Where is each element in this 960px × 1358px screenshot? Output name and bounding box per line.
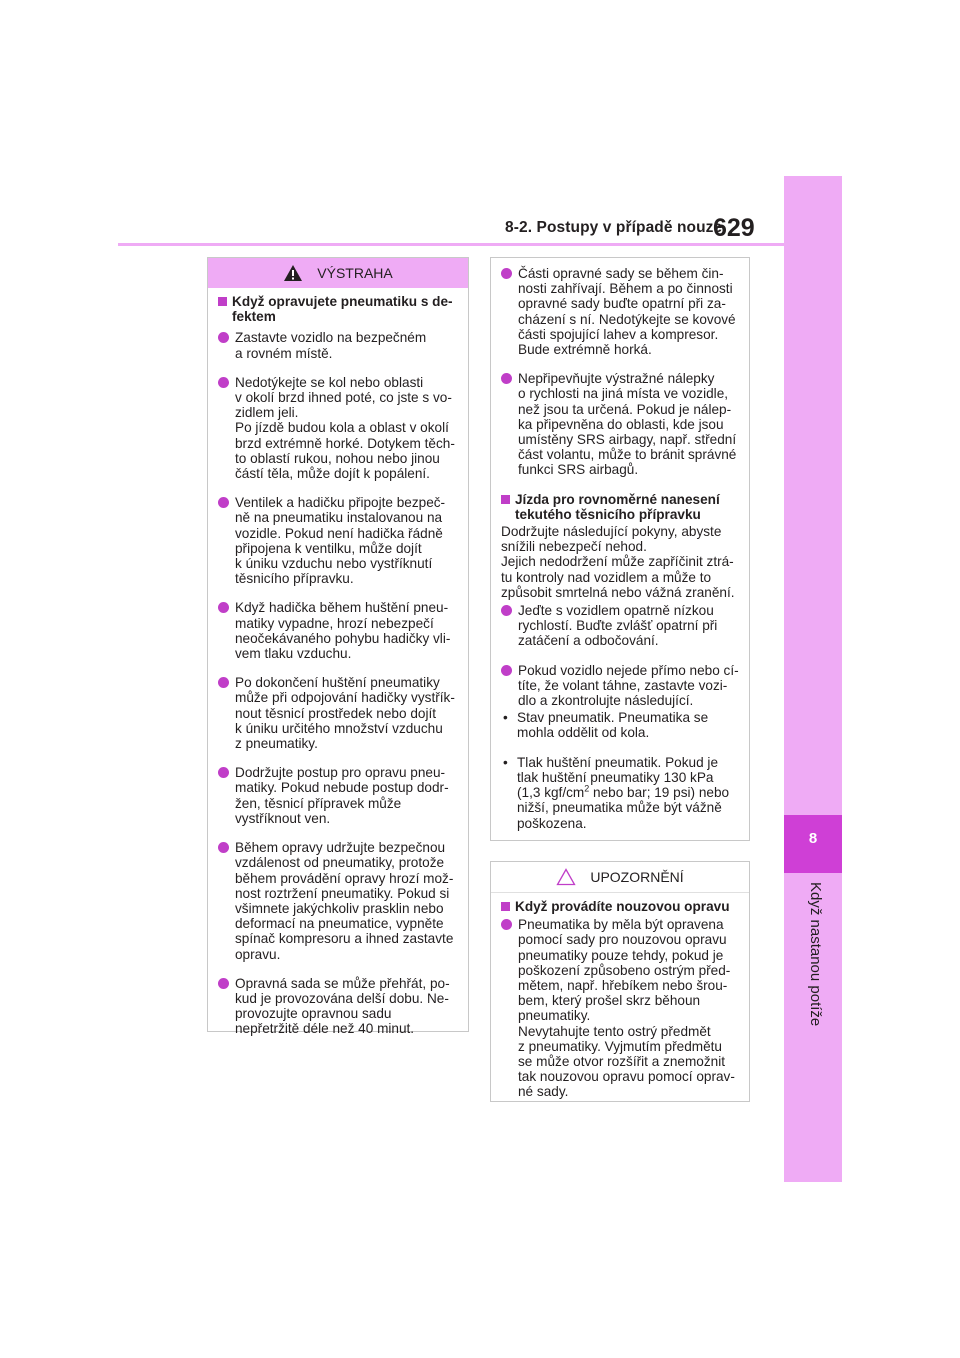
bullet-dot-icon <box>501 665 512 676</box>
bullet-dot-icon <box>501 268 512 279</box>
warning-bullet: Dodržujte postup pro opravu pneu- matiky. Pokud nebude postup dodr- žen, těsnicí přípravek může vystříknout ven. <box>218 765 462 826</box>
chapter-label: Když nastanou potíže <box>807 882 824 1027</box>
warning-bullet: Nedotýkejte se kol nebo oblasti v okolí brzd ihned poté, co jste s vo- zidlem jeli. Po jízdě budou kola a oblast v okolí brzd extrémně horké. Dotykem těch- to oblastí rukou, nohou nebo jinou částí těla, může dojít k popálení. <box>218 375 462 481</box>
bullet-dot-icon <box>218 677 229 688</box>
caution-heading: Když provádíte nouzovou opravu <box>501 899 743 914</box>
warning-heading: Když opravujete pneumatiku s de- fektem <box>218 294 462 324</box>
caution-title: UPOZORNĚNÍ <box>590 869 684 885</box>
bullet-dot-icon <box>218 767 229 778</box>
bullet-dot-icon <box>218 332 229 343</box>
driving-consequence: Jejich nedodržení může zapříčinit ztrá- tu kontroly nad vozidlem a může to způsobit smrtelná nebo vážná zranění. <box>501 554 735 600</box>
chapter-number: 8 <box>808 830 818 847</box>
warning-bullet: Nepřipevňujte výstražné nálepky o rychlosti na jiná místa ve vozidle, než jsou ta určená. Pokud je nálep- ka připevněna do oblasti, kde jsou umístěny SRS airbagy, např. střední část volantu, může to bránit správné funkci SRS airbagů. <box>501 371 743 477</box>
warning-bullet: Ventilek a hadičku připojte bezpeč- ně na pneumatiku instalovanou na vozidle. Pokud není hadička řádně připojena k ventilku, může dojít k úniku vzduchu nebo vystříknutí těsnicího přípravku. <box>218 495 462 586</box>
bullet-dot-icon <box>501 373 512 384</box>
warning-bullet: Jeďte s vozidlem opatrně nízkou rychlostí. Buďte zvlášť opatrní při zatáčení a odbočování. <box>501 603 743 649</box>
square-bullet-icon <box>501 495 510 504</box>
warning-bullet: Části opravné sady se během čin- nosti zahřívají. Během a po činnosti opravné sady buďte opatrní při za- cházení s ní. Nedotýkejte se kovové části spojující lahev a kompresor. Bude extrémně horká. <box>501 266 743 357</box>
driving-instruction: Dodržujte následující pokyny, abyste snížili nebezpečí nehod. <box>501 524 722 555</box>
square-bullet-icon <box>501 902 510 911</box>
caution-bullet: Pneumatika by měla být opravena pomocí sady pro nouzovou opravu pneumatiky pouze tehdy, pokud je poškození způsobeno ostrým před- mětem, např. hřebíkem nebo šrou- bem, který prošel skrz běhoun pneumatiky. Nevytahujte tento ostrý předmět z pneumatiky. Vyjmutím předmětu se může otvor rozšířit a znemožnit tak nouzovou opravu pomocí oprav- né sady. <box>501 917 743 1099</box>
warning-bullet: Opravná sada se může přehřát, po- kud je provozována delší dobu. Ne- provozujte opravnou sadu nepřetržitě déle než 40 minut. <box>218 976 462 1037</box>
warning-box <box>207 257 469 1037</box>
driving-heading: Jízda pro rovnoměrné nanesení tekutého těsnicího přípravku <box>501 492 743 522</box>
check-item: • Stav pneumatik. Pneumatika se mohla oddělit od kola. <box>503 710 709 741</box>
warning-title-bar <box>208 258 468 288</box>
warning-bullet: Během opravy udržujte bezpečnou vzdálenost od pneumatiky, protože během provádění opravy hrozí mož- nost roztržení pneumatiky. Pokud si všimnete jakýchkoliv prasklin nebo deformací na pneumatice, vypněte spínač kompresoru a ihned zastavte opravu. <box>218 840 462 962</box>
warning-continuation-box <box>490 257 750 841</box>
caution-triangle-icon <box>556 868 576 886</box>
section-title: 8-2. Postupy v případě nouze <box>505 219 723 236</box>
warning-bullet: Když hadička během huštění pneu- matiky vypadne, hrozí nebezpečí neočekávaného pohybu hadičky vli- vem tlaku vzduchu. <box>218 600 462 661</box>
warning-bullet: Zastavte vozidlo na bezpečném a rovném místě. <box>218 330 462 360</box>
caution-title-bar <box>491 862 749 893</box>
bullet-dot-icon <box>218 842 229 853</box>
check-item: • Tlak huštění pneumatik. Pokud je tlak huštění pneumatiky 130 kPa (1,3 kgf/$cm^2$ nebo bar; 19 psi) nebo nižší, pneumatika může být vážně poškozena. <box>503 754 730 831</box>
caution-box <box>490 861 750 1102</box>
bullet-dot-icon <box>218 497 229 508</box>
bullet-dot-icon <box>218 602 229 613</box>
warning-bullet: Pokud vozidlo nejede přímo nebo cí- títe, že volant táhne, zastavte vozi- dlo a zkontrolujte následující. <box>501 663 743 709</box>
page-number: 629 <box>713 214 755 242</box>
warning-triangle-icon <box>283 264 303 282</box>
warning-bullet: Po dokončení huštění pneumatiky může při odpojování hadičky vystřík- nout těsnicí prostředek nebo dojít k úniku určitého množství vzduchu z pneumatiky. <box>218 675 462 751</box>
header-rule <box>118 243 784 246</box>
bullet-dot-icon <box>501 605 512 616</box>
square-bullet-icon <box>218 297 227 306</box>
bullet-dot-icon <box>501 919 512 930</box>
bullet-dot-icon <box>218 377 229 388</box>
warning-title: VÝSTRAHA <box>317 265 393 281</box>
bullet-dot-icon <box>218 978 229 989</box>
